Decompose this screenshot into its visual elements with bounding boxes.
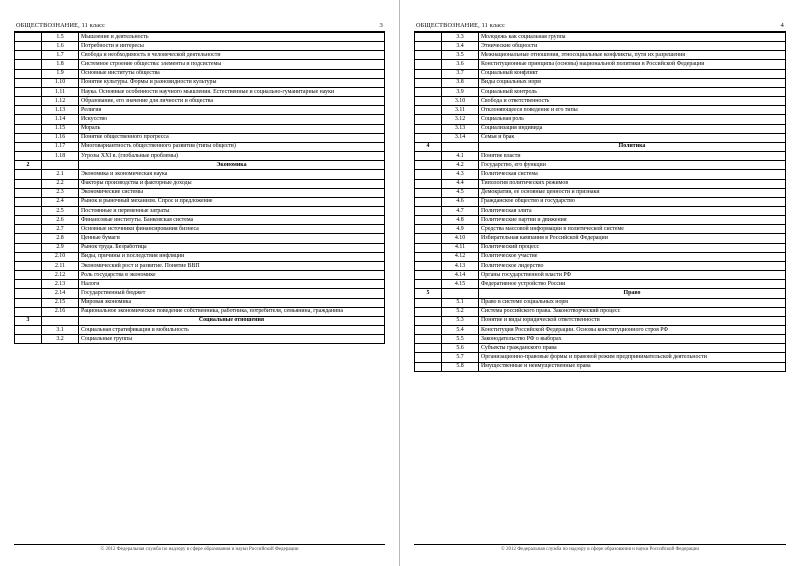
table-row (415, 106, 786, 115)
item-code-cell: 4.3 (442, 170, 479, 179)
section-number-cell (15, 142, 42, 151)
table-row (15, 261, 385, 270)
table-row (15, 234, 385, 243)
item-code-cell: 5.6 (442, 344, 479, 353)
page-header-right (414, 22, 786, 32)
table-row (415, 51, 786, 60)
item-code-cell: 2.13 (42, 280, 79, 289)
section-number-cell (15, 206, 42, 215)
section-number-cell: 3 (15, 316, 42, 325)
section-number-cell (415, 344, 442, 353)
section-number-cell (15, 216, 42, 225)
item-title-cell: Политический процесс (479, 243, 786, 252)
item-title-cell: Этнические общности (479, 42, 786, 51)
item-code-cell: 2.8 (42, 234, 79, 243)
section-number-cell (15, 289, 42, 298)
item-code-cell: 2.1 (42, 170, 79, 179)
table-row (15, 225, 385, 234)
section-number-cell (15, 307, 42, 316)
item-code-cell: 3.5 (442, 51, 479, 60)
item-title-cell: Наука. Основные особенности научного мышления. Естественные и социально-гуманитарные науки (79, 87, 385, 96)
item-title-cell: Образование, его значение для личности и общества (79, 97, 385, 106)
table-row (15, 298, 385, 307)
table-row (15, 97, 385, 106)
footer-text: © 2012 Федеральная служба по надзору в сфере образования и науки Российской Федерации (500, 547, 700, 552)
table-row (15, 243, 385, 252)
section-number-cell (415, 87, 442, 96)
item-title-cell: Мировая экономика (79, 298, 385, 307)
section-number-cell (15, 179, 42, 188)
item-title-cell: Финансовые институты. Банковская система (79, 216, 385, 225)
section-number-cell (15, 271, 42, 280)
item-code-cell: 2.6 (42, 216, 79, 225)
item-title-cell: Угрозы XXI в. (глобальные проблемы) (79, 152, 385, 161)
item-title-cell: Конституция Российской Федерации. Основы конституционного строя РФ (479, 326, 786, 335)
item-title-cell: Основные институты общества (79, 69, 385, 78)
item-title-cell: Социальная стратификация и мобильность (79, 326, 385, 335)
item-title-cell: Потребности и интересы (79, 42, 385, 51)
item-title-cell: Экономика (79, 161, 385, 170)
table-row (415, 335, 786, 344)
item-title-cell: Государственный бюджет (79, 289, 385, 298)
item-title-cell: Законодательство РФ о выборах (479, 335, 786, 344)
section-number-cell (415, 115, 442, 124)
item-title-cell: Понятие власти (479, 152, 786, 161)
item-title-cell: Федеративное устройство России (479, 280, 786, 289)
item-code-cell: 5.2 (442, 307, 479, 316)
item-code-cell: 1.11 (42, 87, 79, 96)
item-code-cell: 4.2 (442, 161, 479, 170)
header-title: ОБЩЕСТВОЗНАНИЕ, 11 класс (16, 22, 106, 29)
table-row (15, 142, 385, 151)
item-code-cell: 4.10 (442, 234, 479, 243)
section-number-cell (415, 97, 442, 106)
table-row (415, 307, 786, 316)
table-row (415, 78, 786, 87)
item-code-cell: 2.9 (42, 243, 79, 252)
table-row (415, 289, 786, 298)
item-title-cell: Ценные бумаги (79, 234, 385, 243)
table-row (415, 97, 786, 106)
section-number-cell (15, 115, 42, 124)
table-row (15, 51, 385, 60)
item-code-cell: 3.3 (442, 33, 479, 42)
item-code-cell: 3.1 (42, 326, 79, 335)
section-number-cell (415, 197, 442, 206)
item-title-cell: Постоянные и переменные затраты (79, 206, 385, 215)
item-title-cell: Роль государства в экономике (79, 271, 385, 280)
table-row (15, 124, 385, 133)
item-code-cell: 2.5 (42, 206, 79, 215)
item-title-cell: Понятие и виды юридической ответственности (479, 316, 786, 325)
header-title: ОБЩЕСТВОЗНАНИЕ, 11 класс (416, 22, 506, 29)
section-number-cell (15, 60, 42, 69)
section-number-cell (15, 261, 42, 270)
section-number-cell (415, 252, 442, 261)
item-code-cell: 3.7 (442, 69, 479, 78)
page-number: 4 (780, 22, 784, 29)
section-number-cell (15, 87, 42, 96)
section-number-cell (415, 216, 442, 225)
item-title-cell: Социальные отношения (79, 316, 385, 325)
item-title-cell: Основные источники финансирования бизнеса (79, 225, 385, 234)
page-footer-right (414, 544, 786, 552)
item-code-cell: 2.16 (42, 307, 79, 316)
item-title-cell: Межнациональные отношения, этносоциальные конфликты, пути их разрешения (479, 51, 786, 60)
item-title-cell: Мораль (79, 124, 385, 133)
table-row (415, 87, 786, 96)
item-code-cell (42, 161, 79, 170)
table-row (15, 271, 385, 280)
section-number-cell (415, 243, 442, 252)
item-title-cell: Избирательная кампания в Российской Федерации (479, 234, 786, 243)
item-title-cell: Многовариантность общественного развития (типы обществ) (79, 142, 385, 151)
item-code-cell: 1.7 (42, 51, 79, 60)
item-code-cell: 3.13 (442, 124, 479, 133)
item-title-cell: Налоги (79, 280, 385, 289)
section-number-cell: 4 (415, 142, 442, 151)
item-title-cell: Мышление и деятельность (79, 33, 385, 42)
table-row (15, 170, 385, 179)
item-code-cell (42, 316, 79, 325)
table-row (15, 206, 385, 215)
table-row (415, 344, 786, 353)
section-number-cell (415, 326, 442, 335)
section-number-cell (415, 133, 442, 142)
table-row (415, 115, 786, 124)
section-number-cell (415, 335, 442, 344)
item-code-cell: 3.14 (442, 133, 479, 142)
item-title-cell: Социальные группы (79, 335, 385, 344)
item-code-cell: 2.10 (42, 252, 79, 261)
table-row (415, 170, 786, 179)
item-title-cell: Искусство (79, 115, 385, 124)
item-title-cell: Социальная роль (479, 115, 786, 124)
item-code-cell: 1.17 (42, 142, 79, 151)
item-code-cell: 1.6 (42, 42, 79, 51)
item-code-cell: 4.7 (442, 206, 479, 215)
item-title-cell: Типология политических режимов (479, 179, 786, 188)
section-number-cell (15, 69, 42, 78)
item-title-cell: Религия (79, 106, 385, 115)
item-code-cell: 4.9 (442, 225, 479, 234)
item-code-cell: 3.10 (442, 97, 479, 106)
table-row (15, 87, 385, 96)
item-code-cell: 1.15 (42, 124, 79, 133)
table-row (415, 316, 786, 325)
section-number-cell (415, 170, 442, 179)
table-row (415, 42, 786, 51)
item-title-cell: Политика (479, 142, 786, 151)
section-number-cell (415, 271, 442, 280)
item-title-cell: Свобода и необходимость в человеческой деятельности (79, 51, 385, 60)
item-title-cell: Рынок труда. Безработица (79, 243, 385, 252)
section-number-cell (415, 179, 442, 188)
table-row (415, 234, 786, 243)
item-title-cell: Политическое участие (479, 252, 786, 261)
section-number-cell (15, 133, 42, 142)
section-number-cell (415, 206, 442, 215)
section-number-cell (15, 243, 42, 252)
table-row (415, 280, 786, 289)
item-code-cell: 3.4 (442, 42, 479, 51)
table-row (15, 335, 385, 344)
table-row (15, 33, 385, 42)
section-number-cell (15, 197, 42, 206)
section-number-cell (415, 161, 442, 170)
section-number-cell (415, 316, 442, 325)
item-code-cell: 1.10 (42, 78, 79, 87)
section-number-cell (15, 51, 42, 60)
table-row (15, 106, 385, 115)
table-row (15, 316, 385, 325)
item-title-cell: Система российского права. Законотворческий процесс (479, 307, 786, 316)
table-row (15, 326, 385, 335)
item-code-cell: 1.5 (42, 33, 79, 42)
section-number-cell (15, 326, 42, 335)
section-number-cell: 5 (415, 289, 442, 298)
item-title-cell: Экономический рост и развитие. Понятие ВВП (79, 261, 385, 270)
item-title-cell: Экономика и экономическая наука (79, 170, 385, 179)
item-code-cell: 5.4 (442, 326, 479, 335)
item-title-cell: Социализация индивида (479, 124, 786, 133)
item-code-cell: 3.11 (442, 106, 479, 115)
section-number-cell (415, 225, 442, 234)
table-row (15, 60, 385, 69)
section-number-cell (15, 78, 42, 87)
section-number-cell (15, 335, 42, 344)
table-row (415, 133, 786, 142)
item-title-cell: Имущественные и неимущественные права (479, 362, 786, 371)
item-code-cell: 4.6 (442, 197, 479, 206)
section-number-cell (15, 252, 42, 261)
item-title-cell: Семья и брак (479, 133, 786, 142)
section-number-cell (15, 33, 42, 42)
item-code-cell (442, 142, 479, 151)
item-title-cell: Политическая элита (479, 206, 786, 215)
table-row (15, 115, 385, 124)
item-code-cell: 5.3 (442, 316, 479, 325)
table-row (415, 362, 786, 371)
table-row (415, 252, 786, 261)
table-row (415, 69, 786, 78)
table-row (415, 124, 786, 133)
item-title-cell: Государство, его функции (479, 161, 786, 170)
item-code-cell: 2.7 (42, 225, 79, 234)
table-row (15, 161, 385, 170)
section-number-cell (15, 106, 42, 115)
item-code-cell: 1.8 (42, 60, 79, 69)
table-row (15, 42, 385, 51)
section-number-cell (415, 234, 442, 243)
item-title-cell: Гражданское общество и государство (479, 197, 786, 206)
table-row (415, 216, 786, 225)
item-code-cell: 2.12 (42, 271, 79, 280)
section-number-cell (15, 298, 42, 307)
item-title-cell: Свобода и ответственность (479, 97, 786, 106)
toc-table-right (414, 32, 786, 372)
section-number-cell (415, 51, 442, 60)
table-row (415, 60, 786, 69)
item-code-cell: 2.3 (42, 188, 79, 197)
item-code-cell: 3.8 (442, 78, 479, 87)
section-number-cell (415, 33, 442, 42)
table-row (415, 353, 786, 362)
item-code-cell: 3.6 (442, 60, 479, 69)
item-code-cell (442, 289, 479, 298)
item-code-cell: 2.15 (42, 298, 79, 307)
item-code-cell: 3.12 (442, 115, 479, 124)
table-row (15, 133, 385, 142)
table-row (15, 252, 385, 261)
item-title-cell: Виды социальных норм (479, 78, 786, 87)
table-row (15, 216, 385, 225)
table-row (415, 271, 786, 280)
item-code-cell: 2.11 (42, 261, 79, 270)
toc-table-left (14, 32, 385, 344)
section-number-cell (415, 78, 442, 87)
section-number-cell (15, 280, 42, 289)
item-title-cell: Политическая система (479, 170, 786, 179)
item-title-cell: Органы государственной власти РФ (479, 271, 786, 280)
item-code-cell: 5.7 (442, 353, 479, 362)
item-code-cell: 2.2 (42, 179, 79, 188)
item-code-cell: 4.4 (442, 179, 479, 188)
page-right (400, 0, 800, 566)
item-title-cell: Право в системе социальных норм (479, 298, 786, 307)
item-code-cell: 3.9 (442, 87, 479, 96)
item-title-cell: Понятие общественного прогресса (79, 133, 385, 142)
item-title-cell: Экономические системы (79, 188, 385, 197)
item-code-cell: 1.13 (42, 106, 79, 115)
section-number-cell (15, 170, 42, 179)
section-number-cell (415, 124, 442, 133)
section-number-cell (415, 362, 442, 371)
item-code-cell: 1.16 (42, 133, 79, 142)
table-row (415, 326, 786, 335)
item-code-cell: 4.5 (442, 188, 479, 197)
table-row (415, 33, 786, 42)
table-row (15, 197, 385, 206)
item-code-cell: 1.14 (42, 115, 79, 124)
table-row (415, 298, 786, 307)
section-number-cell (15, 42, 42, 51)
item-code-cell: 5.8 (442, 362, 479, 371)
table-row (15, 289, 385, 298)
item-title-cell: Понятие культуры. Формы и разновидности культуры (79, 78, 385, 87)
item-code-cell: 5.1 (442, 298, 479, 307)
item-code-cell: 4.11 (442, 243, 479, 252)
item-code-cell: 4.15 (442, 280, 479, 289)
item-code-cell: 5.5 (442, 335, 479, 344)
table-row (15, 69, 385, 78)
item-title-cell: Право (479, 289, 786, 298)
item-code-cell: 4.12 (442, 252, 479, 261)
item-code-cell: 2.4 (42, 197, 79, 206)
section-number-cell (15, 152, 42, 161)
table-row (15, 307, 385, 316)
item-code-cell: 1.12 (42, 97, 79, 106)
footer-text: © 2012 Федеральная служба по надзору в сфере образования и науки Российской Федерации (100, 547, 299, 552)
table-row (415, 197, 786, 206)
item-title-cell: Социальный конфликт (479, 69, 786, 78)
item-code-cell: 4.8 (442, 216, 479, 225)
section-number-cell (15, 225, 42, 234)
item-code-cell: 1.18 (42, 152, 79, 161)
section-number-cell (15, 97, 42, 106)
table-row (415, 206, 786, 215)
page-footer-left (14, 544, 385, 552)
item-code-cell: 1.9 (42, 69, 79, 78)
table-row (415, 161, 786, 170)
section-number-cell (415, 188, 442, 197)
section-number-cell (15, 188, 42, 197)
table-row (415, 142, 786, 151)
table-row (415, 179, 786, 188)
item-title-cell: Политическое лидерство (479, 261, 786, 270)
item-title-cell: Организационно-правовые формы и правовой режим предпринимательской деятельности (479, 353, 786, 362)
item-title-cell: Системное строение общества: элементы и подсистемы (79, 60, 385, 69)
table-row (415, 188, 786, 197)
item-title-cell: Виды, причины и последствия инфляции (79, 252, 385, 261)
item-title-cell: Рынок и рыночный механизм. Спрос и предложение (79, 197, 385, 206)
item-title-cell: Политические партии и движения (479, 216, 786, 225)
table-row (415, 243, 786, 252)
page-number: 3 (379, 22, 383, 29)
table-row (15, 152, 385, 161)
item-title-cell: Демократия, ее основные ценности и признаки (479, 188, 786, 197)
section-number-cell (15, 124, 42, 133)
item-title-cell: Факторы производства и факторные доходы (79, 179, 385, 188)
item-title-cell: Рациональное экономическое поведение собственника, работника, потребителя, семьянина, гражданина (79, 307, 385, 316)
item-title-cell: Средства массовой информации в политической системе (479, 225, 786, 234)
item-title-cell: Социальный контроль (479, 87, 786, 96)
section-number-cell (415, 280, 442, 289)
section-number-cell (415, 307, 442, 316)
page-header-left (14, 22, 385, 32)
section-number-cell (415, 42, 442, 51)
item-code-cell: 4.1 (442, 152, 479, 161)
table-row (15, 179, 385, 188)
section-number-cell (415, 261, 442, 270)
section-number-cell (415, 106, 442, 115)
item-code-cell: 4.14 (442, 271, 479, 280)
table-row (15, 78, 385, 87)
item-code-cell: 2.14 (42, 289, 79, 298)
section-number-cell (15, 234, 42, 243)
section-number-cell (415, 353, 442, 362)
table-row (15, 188, 385, 197)
item-title-cell: Конституционные принципы (основы) национальной политики в Российской Федерации (479, 60, 786, 69)
table-row (415, 225, 786, 234)
section-number-cell (415, 69, 442, 78)
section-number-cell: 2 (15, 161, 42, 170)
item-title-cell: Субъекты гражданского права (479, 344, 786, 353)
table-row (415, 261, 786, 270)
item-title-cell: Молодежь как социальная группа (479, 33, 786, 42)
section-number-cell (415, 60, 442, 69)
table-row (415, 152, 786, 161)
section-number-cell (415, 152, 442, 161)
table-row (15, 280, 385, 289)
item-title-cell: Отклоняющееся поведение и его типы (479, 106, 786, 115)
item-code-cell: 3.2 (42, 335, 79, 344)
item-code-cell: 4.13 (442, 261, 479, 270)
section-number-cell (415, 298, 442, 307)
